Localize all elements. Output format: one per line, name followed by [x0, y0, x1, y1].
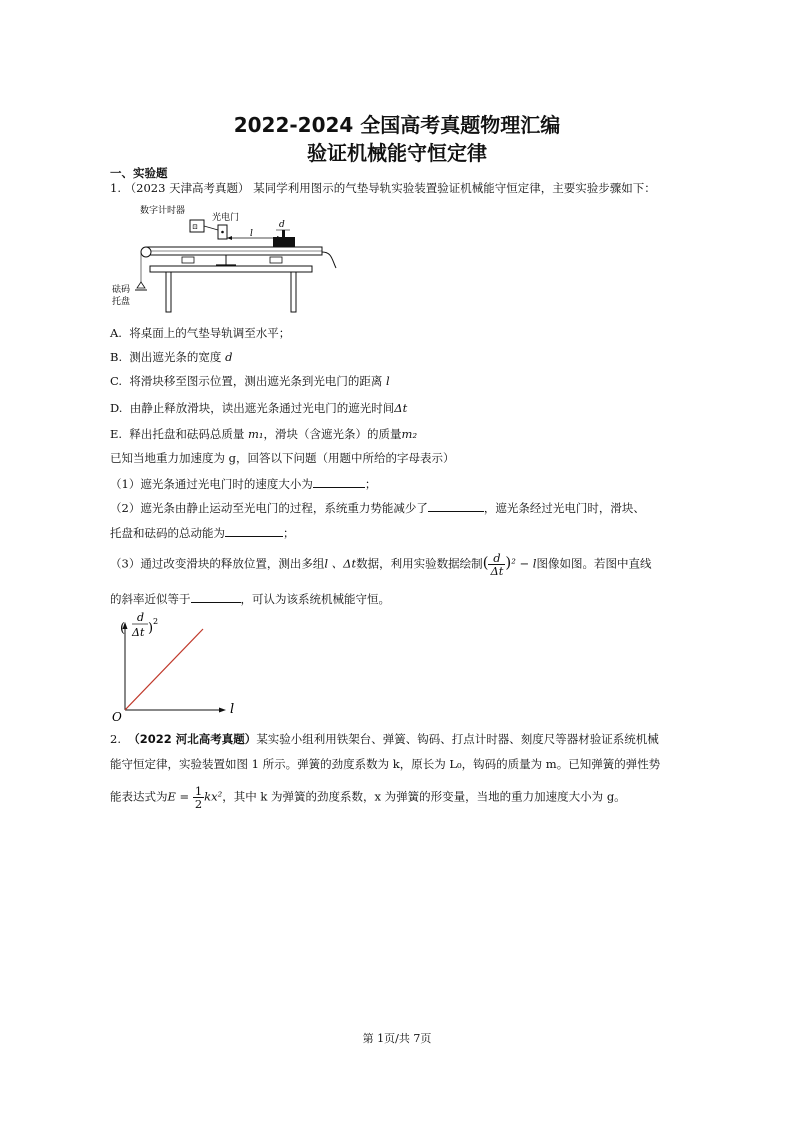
answer-blank-2[interactable] [428, 500, 484, 512]
q1-sub3-line1: （3）通过改变滑块的释放位置，测出多组l 、Δt数据，利用实验数据绘制( $\frac{d}{\Delta t}$ )² − l图像如图。若图中直线 [110, 551, 652, 578]
d-over-dt-fraction: $\frac{d}{\Delta t}$ [490, 551, 504, 578]
table-leg-right [291, 272, 296, 312]
page-subtitle: 验证机械能守恒定律 [307, 141, 487, 165]
q1-step-b: B. 测出遮光条的宽度 d [110, 350, 233, 364]
pulley [141, 247, 151, 257]
y-paren-close: ) [148, 621, 154, 636]
table-top [150, 266, 312, 272]
answer-blank-1[interactable] [313, 476, 365, 488]
slider-block [273, 237, 295, 247]
weight-label-1: 砝码 [112, 285, 131, 295]
q1-step-c: C. 将滑块移至图示位置，测出遮光条到光电门的距离 l [110, 374, 390, 388]
section-heading: 一、实验题 [110, 166, 168, 180]
timer-wire [204, 226, 218, 230]
timer-display-glyph: ⊡ [192, 223, 198, 231]
y-den: Δt [132, 626, 145, 639]
weight-tray [137, 282, 145, 288]
y-num: d [137, 612, 145, 624]
q1-number: 1. [110, 181, 121, 195]
shading-strip [282, 230, 285, 238]
q1-sub1: （1）遮光条通过光电门时的速度大小为 ； [110, 477, 377, 491]
air-hose [322, 252, 336, 268]
q1-step-a: A. 将桌面上的气垫导轨调至水平； [110, 326, 291, 340]
q1-stem: 某同学利用图示的气垫导轨实验装置验证机械能守恒定律，主要实验步骤如下： [253, 181, 656, 195]
origin-label: O [112, 710, 122, 724]
q2-line1: 2. （2022 河北高考真题）某实验小组利用铁架台、弹簧、钩码、打点计时器、刻度尺等器材验证系统机械 [110, 732, 659, 746]
l-label: l [250, 229, 253, 239]
q1-step-d: D. 由静止释放滑块，读出遮光条通过光电门的遮光时间Δt [110, 401, 408, 415]
timer-label: 数字计时器 [140, 206, 186, 216]
d-dt-squared-vs-l-graph [110, 612, 250, 727]
y-paren-open: ( [120, 621, 126, 636]
q1-sub2-line2: 托盘和砝码的总动能为 ； [110, 526, 295, 540]
x-label: l [230, 702, 235, 717]
q1-stem-line [110, 181, 656, 196]
q1-source: （2023 天津高考真题） [124, 181, 250, 195]
weight-label-2: 托盘 [112, 297, 131, 307]
data-line [125, 629, 203, 710]
page-footer: 第 1页/共 7页 [362, 1032, 432, 1045]
gate-label: 光电门 [212, 213, 240, 223]
q2-line2: 能守恒定律，实验装置如图 1 所示。弹簧的劲度系数为 k，原长为 L₀，钩码的质量为 m。已知弹簧的弹性势 [110, 757, 661, 771]
table-leg-left [166, 272, 171, 312]
half-fraction: $\frac{1}{2}$ [194, 784, 203, 811]
d-label: d [279, 220, 285, 230]
q1-given: 已知当地重力加速度为 g，回答以下问题（用题中所给的字母表示） [110, 451, 455, 465]
y-power: 2 [153, 617, 159, 626]
q1-step-e: E. 释出托盘和砝码总质量 m₁，滑块（含遮光条）的质量m₂ [110, 427, 418, 441]
answer-blank-3[interactable] [225, 525, 283, 537]
q1-sub3-line2: 的斜率近似等于 ，可认为该系统机械能守恒。 [110, 592, 390, 606]
air-track-apparatus-figure [110, 200, 340, 315]
q2-line3: 能表达式为E = $\frac{1}{2}$ kx²，其中 k 为弹簧的劲度系数，x 为弹簧的形变量，当地的重力加速度大小为 g。 [110, 784, 626, 811]
q1-sub2-line1: （2）遮光条由静止运动至光电门的过程，系统重力势能减少了 ，遮光条经过光电门时，滑块、 [110, 501, 645, 515]
answer-blank-4[interactable] [191, 591, 241, 603]
page-title: 2022-2024 全国高考真题物理汇编 [233, 113, 561, 137]
